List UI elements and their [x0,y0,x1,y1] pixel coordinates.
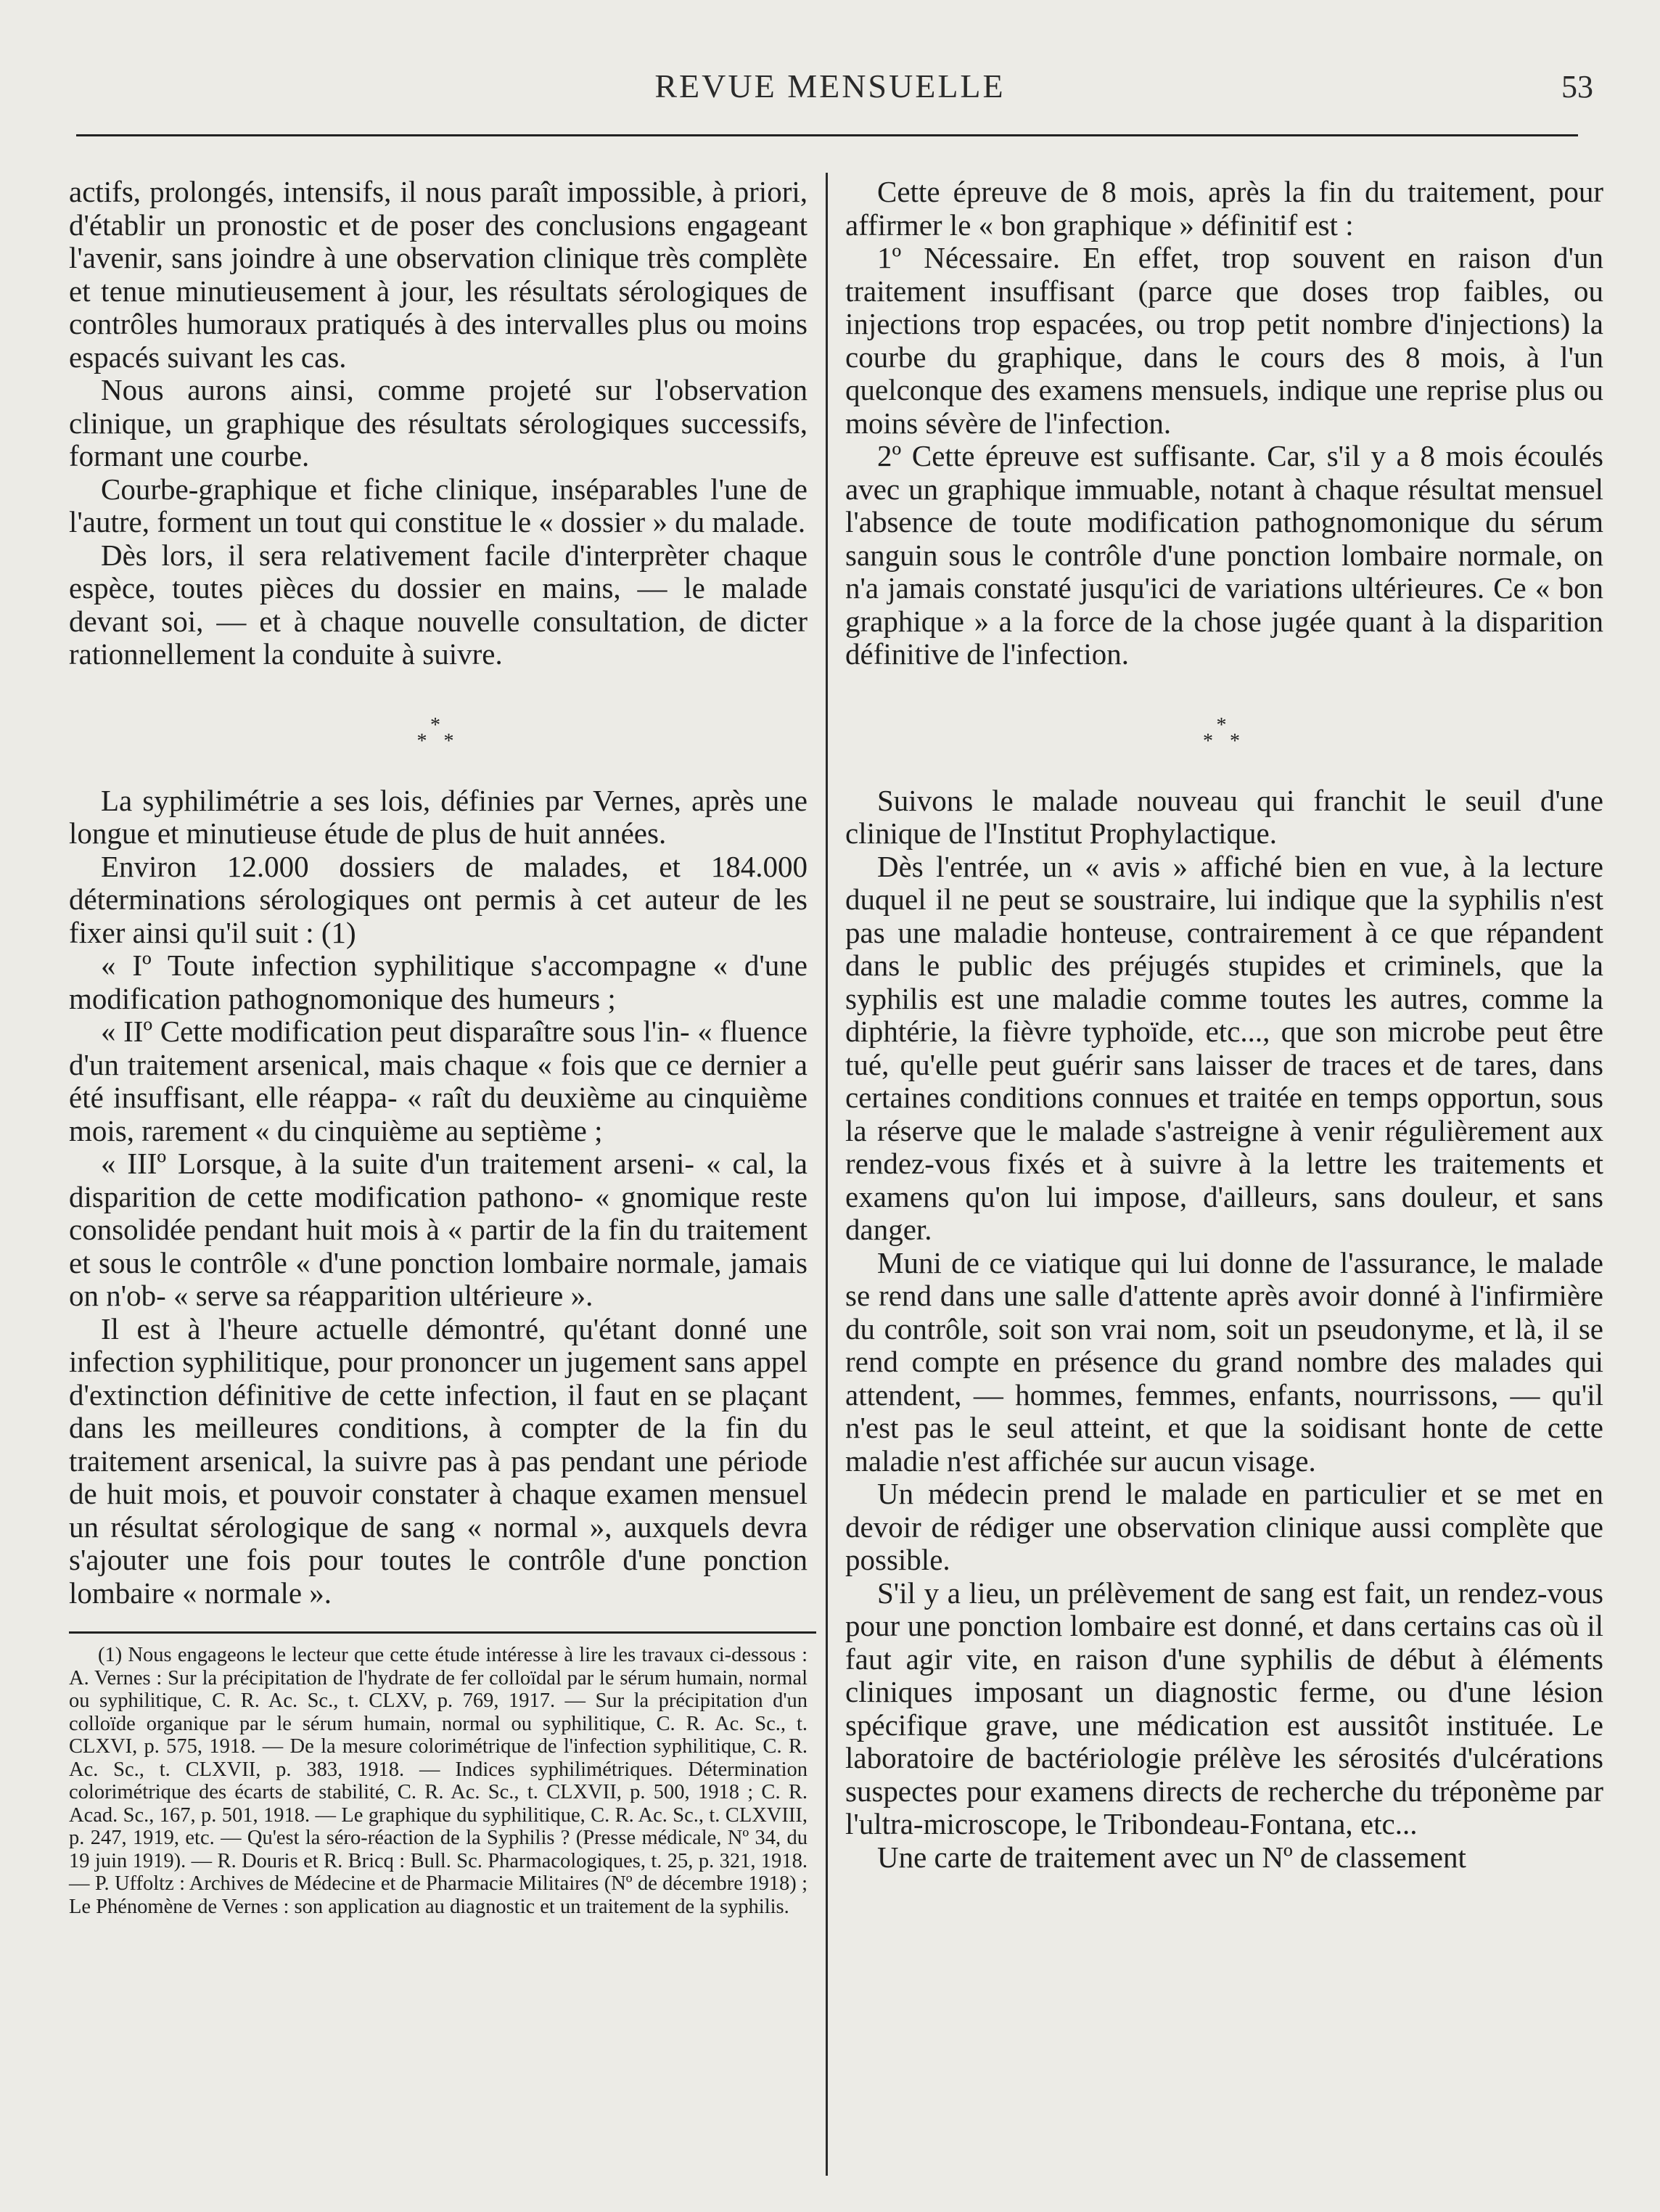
paragraph: Dès lors, il sera relativement facile d'interprèter chaque espèce, toutes pièces du dossier en mains, — le malade devant soi, — et à chaque nouvelle consultation, de dicter rationnellement la conduite à suivre. [69,538,808,671]
separator-asterisk: * [430,713,446,737]
paragraph: Un médecin prend le malade en particulier et se met en devoir de rédiger une observation clinique aussi complète que possible. [845,1477,1603,1576]
footnote: (1) Nous engageons le lecteur que cette étude intéresse à lire les travaux ci-dessous : A. Vernes : Sur la précipitation de l'hydrate de fer colloïdal par le sérum humain, normal ou syphilitique, C. R. Ac. Sc., t. CLXV, p. 769, 1917. — Sur la précipitation d'un colloïde organique par le sérum humain, normal ou syphilitique, C. R. Ac. Sc., t. CLXVI, p. 575, 1918. — De la mesure colorimétrique de l'infection syphilitique, C. R. Ac. Sc., t. CLXVII, p. 383, 1918. — Indices syphilimétriques. Détermination colorimétrique des écarts de stabilité, C. R. Ac. Sc., t. CLXVII, p. 500, 1918 ; C. R. Acad. Sc., 167, p. 501, 1918. — Le graphique du syphilitique, C. R. Ac. Sc., t. CLXVIII, p. 247, 1919, etc. — Qu'est la séro-réaction de la Syphilis ? (Presse médicale, Nº 34, du 19 juin 1919). — R. Douris et R. Bricq : Bull. Sc. Pharmacologiques, t. 25, p. 321, 1918. — P. Uffoltz : Archives de Médecine et de Pharmacie Militaires (Nº de décembre 1918) ; Le Phénomène de Vernes : son application au diagnostic et un traitement de la syphilis. [69,1644,808,1918]
column-divider [826,173,828,2176]
quoted-law-2: « IIº Cette modification peut disparaître sous l'in- « fluence d'un traitement arsenical, mais chaque « fois que ce dernier a été insuffisant, elle réappa- « raît du deuxième au cinquième mois, rarement « du cinquième au septième ; [69,1015,808,1147]
paragraph: S'il y a lieu, un prélèvement de sang est fait, un rendez-vous pour une ponction lombaire est donné, et dans certains cas où il faut agir vite, en raison d'une syphilis de début à éléments cliniques imposant un diagnostic ferme, ou d'une lésion spécifique grave, une médication est aussitôt instituée. Le laboratoire de bactériologie prélève les sérosités d'ulcérations suspectes pour examens directs de recherche du tréponème par l'ultra-microscope, le Tribondeau-Fontana, etc... [845,1576,1603,1840]
paragraph: Environ 12.000 dossiers de malades, et 184.000 déterminations sérologiques ont permis à cet auteur de les fixer ainsi qu'il suit : (1) [69,849,808,949]
page-number: 53 [1561,69,1593,105]
paragraph: 1º Nécessaire. En effet, trop souvent en raison d'un traitement insuffisant (parce que doses trop faibles, ou injections trop espacées, ou trop petit nombre d'injections) la courbe du graphique, dans le cours des 8 mois, à l'un quelconque des examens mensuels, indique une reprise plus ou moins sévère de l'infection. [845,241,1603,440]
quoted-law-1: « Iº Toute infection syphilitique s'accompagne « d'une modification pathognomonique des humeurs ; [69,949,808,1015]
paragraph: Courbe-graphique et fiche clinique, inséparables l'une de l'autre, forment un tout qui constitue le « dossier » du malade. [69,472,808,538]
paragraph: Nous aurons ainsi, comme projeté sur l'observation clinique, un graphique des résultats sérologiques successifs, formant une courbe. [69,373,808,472]
footnote-rule [69,1631,816,1634]
paragraph: actifs, prolongés, intensifs, il nous paraît impossible, à priori, d'établir un pronostic et de poser des conclusions engageant l'avenir, sans joindre à une observation clinique très complète et tenue minutieusement à jour, les résultats sérologiques de contrôles humoraux pratiqués à des intervalles plus ou moins espacés suivant les cas. [69,175,808,374]
left-column [69,176,808,1918]
separator-asterisks: * * [416,729,460,753]
paragraph: Dès l'entrée, un « avis » affiché bien en vue, à la lecture duquel il ne peut se soustraire, lui indique que la syphilis n'est pas une maladie honteuse, contrairement à ce que répandent dans le public des préjugés stupides et criminels, que la syphilis est une maladie comme toutes les autres, comme la diphtérie, la fièvre typhoïde, etc..., que son microbe peut être tué, qu'elle peut guérir sans laisser de traces et de tares, dans certaines conditions connues et traitée en temps opportun, sous la réserve que le malade s'astreigne à venir régulièrement aux rendez-vous fixés et à suivre à la lettre les traitements et examens qu'on lui impose, d'ailleurs, sans douleur, et sans danger. [845,849,1603,1246]
quoted-law-3: « IIIº Lorsque, à la suite d'un traitement arseni- « cal, la disparition de cette modification pathono- « gnomique reste consolidée pendant huit mois à « partir de la fin du traitement et sous le contrôle « d'une ponction lombaire normale, jamais on n'ob- « serve sa réapparition ultérieure ». [69,1147,808,1312]
section-separator [69,713,808,753]
paragraph: Il est à l'heure actuelle démontré, qu'étant donné une infection syphilitique, pour prononcer un jugement sans appel d'extinction définitive de cette infection, il faut en se plaçant dans les meilleures conditions, à compter de la fin du traitement arsenical, la suivre pas à pas pendant une période de huit mois, et pouvoir constater à chaque examen mensuel un résultat sérologique de sang « normal », auxquels devra s'ajouter une fois pour toutes le contrôle d'une ponction lombaire « normale ». [69,1311,808,1610]
separator-asterisks: * * [1203,729,1246,753]
section-separator [845,713,1603,753]
header-rule [76,134,1578,136]
separator-asterisk: * [1216,713,1233,737]
paragraph: Suivons le malade nouveau qui franchit le seuil d'une clinique de l'Institut Prophylactique. [845,783,1603,850]
paragraph: Muni de ce viatique qui lui donne de l'assurance, le malade se rend dans une salle d'attente après avoir donné à l'infirmière du contrôle, soit son vrai nom, soit un pseudonyme, et là, il se rend compte en présence du grand nombre des malades qui attendent, — hommes, femmes, enfants, nourrissons, — qu'il n'est pas le seul atteint, et que la soidisant honte de cette maladie n'est affichée sur aucun visage. [845,1245,1603,1478]
running-title: REVUE MENSUELLE [654,67,1006,105]
paragraph: Une carte de traitement avec un Nº de classement [877,1840,1466,1874]
paragraph: 2º Cette épreuve est suffisante. Car, s'il y a 8 mois écoulés avec un graphique immuable, notant à chaque résultat mensuel l'absence de toute modification pathognomonique du sérum sanguin sous le contrôle d'une ponction lombaire normale, on n'a jamais constaté jusqu'ici de variations ultérieures. Ce « bon graphique » a la force de la chose jugée quant à la disparition définitive de l'infection. [845,439,1603,671]
paragraph: Cette épreuve de 8 mois, après la fin du traitement, pour affirmer le « bon graphique » définitif est : [845,175,1603,242]
right-column [845,176,1603,1874]
paragraph: La syphilimétrie a ses lois, définies par Vernes, après une longue et minutieuse étude de plus de huit années. [69,783,808,850]
